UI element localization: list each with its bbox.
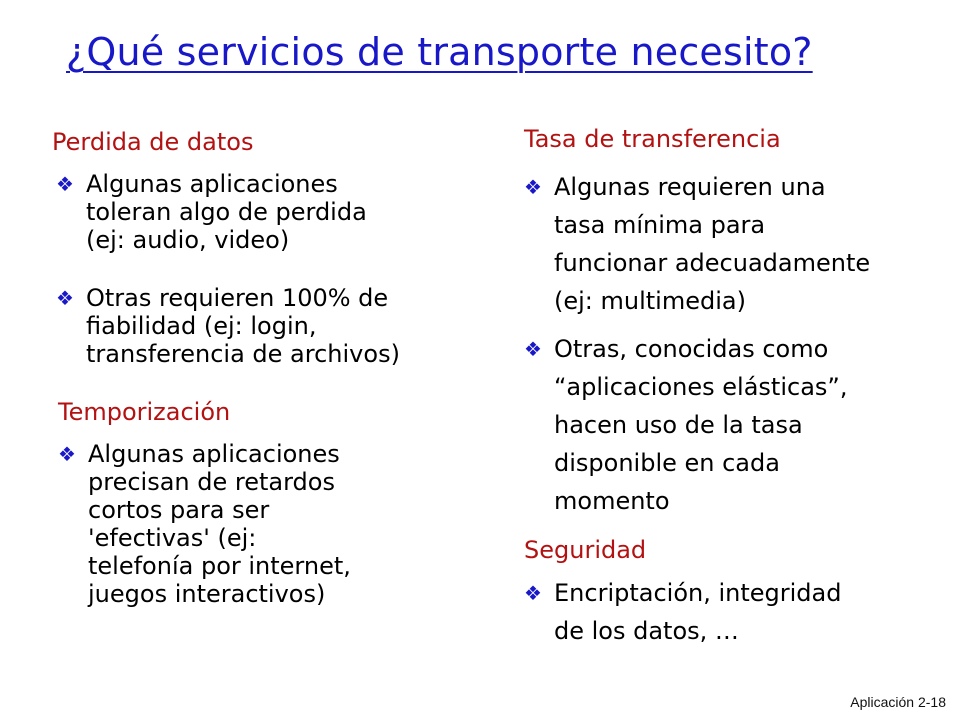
heading-timing: Temporización: [58, 398, 231, 426]
diamond-bullet-icon: ❖: [524, 581, 542, 605]
bullet-loss-tolerant: ❖ Algunas aplicaciones toleran algo de perdida (ej: audio, video): [56, 170, 367, 254]
bullet-loss-reliable: ❖ Otras requieren 100% de fiabilidad (ej: login, transferencia de archivos): [56, 284, 400, 368]
diamond-bullet-icon: ❖: [58, 442, 76, 466]
diamond-bullet-icon: ❖: [56, 172, 74, 196]
heading-throughput: Tasa de transferencia: [524, 125, 781, 153]
bullet-rate-elastic: ❖ Otras, conocidas como “aplicaciones elásticas”, hacen uso de la tasa disponible en cada momento: [524, 335, 848, 515]
bullet-security: ❖ Encriptación, integridad de los datos, …: [524, 579, 842, 645]
slide-footer: Aplicación 2-18: [850, 694, 946, 710]
diamond-bullet-icon: ❖: [524, 175, 542, 199]
diamond-bullet-icon: ❖: [56, 286, 74, 310]
heading-security: Seguridad: [524, 536, 647, 564]
bullet-timing-delay: ❖ Algunas aplicaciones precisan de retardos cortos para ser 'efectivas' (ej: telefonía por internet, juegos interactivos): [58, 440, 351, 608]
heading-data-loss: Perdida de datos: [52, 128, 254, 156]
bullet-rate-minimum: ❖ Algunas requieren una tasa mínima para funcionar adecuadamente (ej: multimedia): [524, 173, 871, 315]
slide-title: ¿Qué servicios de transporte necesito?: [66, 30, 813, 74]
diamond-bullet-icon: ❖: [524, 337, 542, 361]
